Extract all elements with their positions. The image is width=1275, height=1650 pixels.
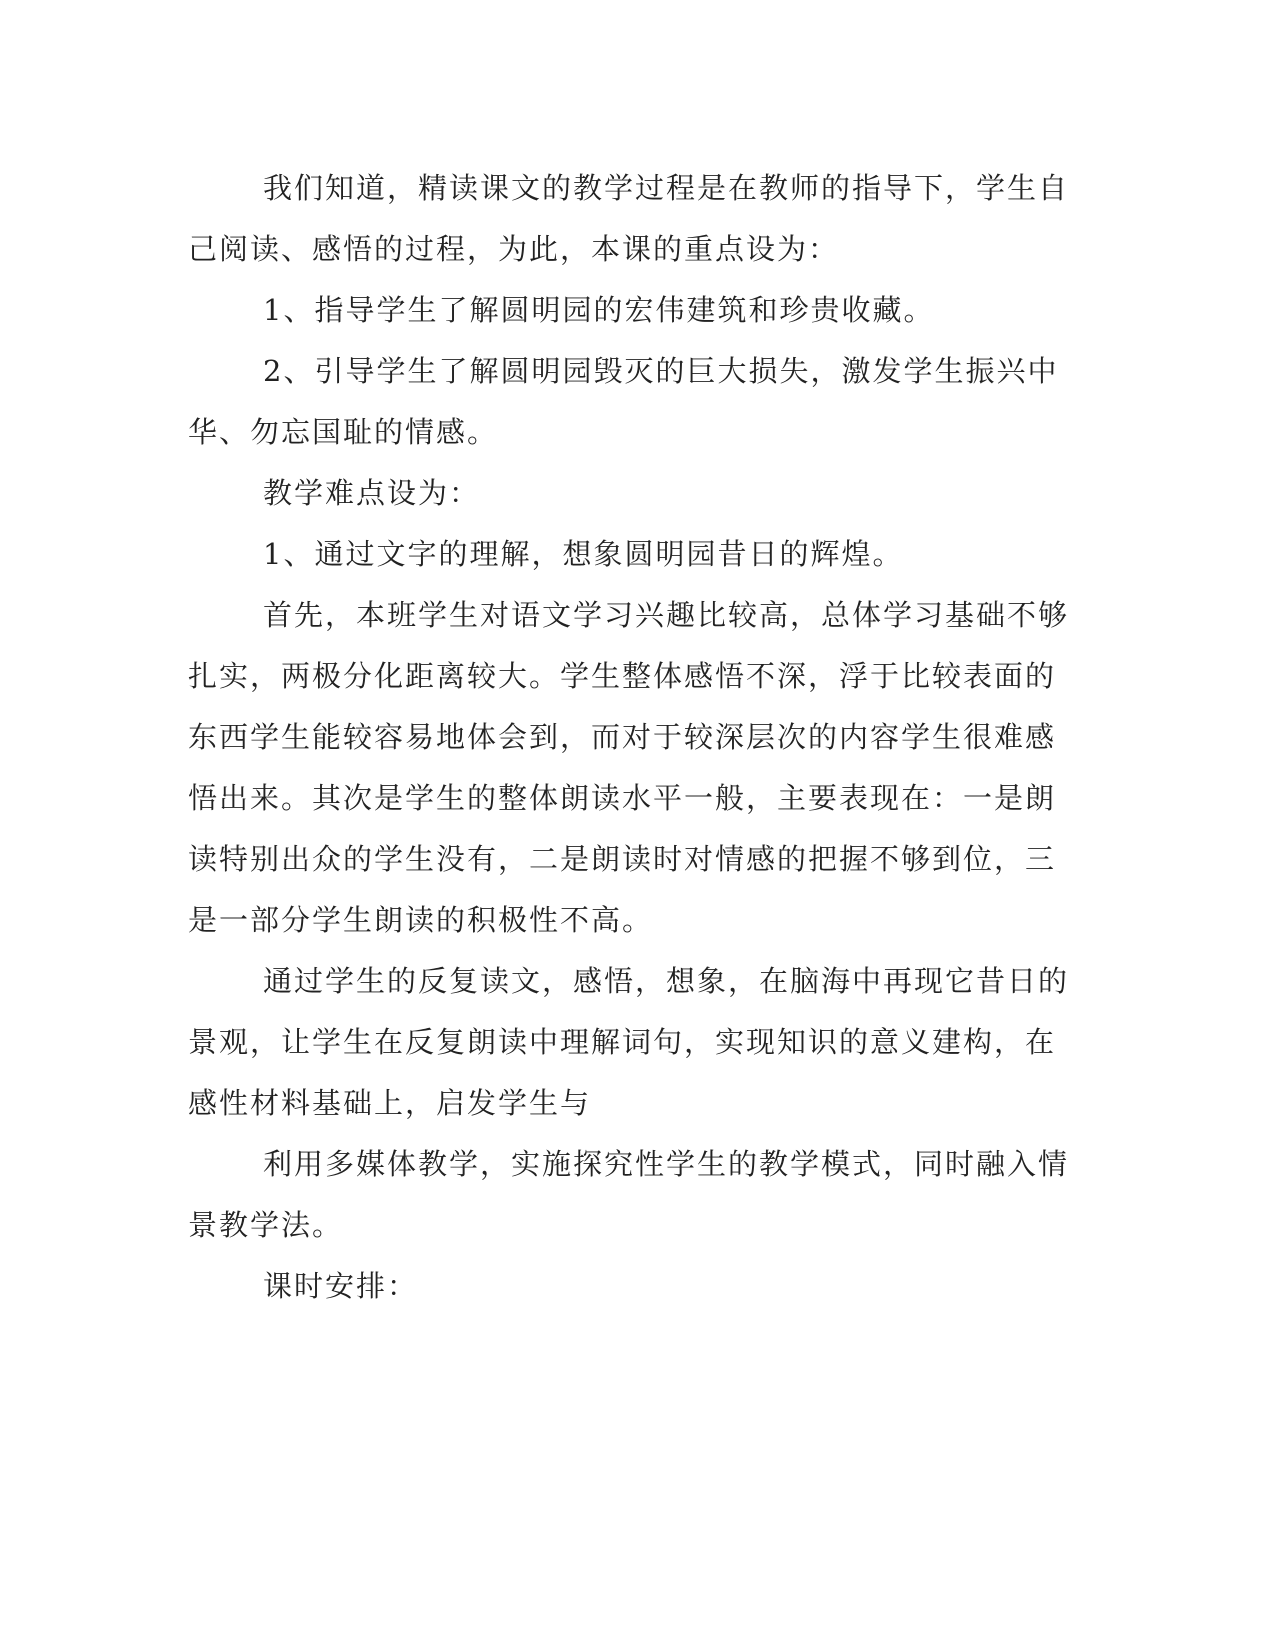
paragraph-student-analysis: 首先，本班学生对语文学习兴趣比较高，总体学习基础不够扎实，两极分化距离较大。学生整体感悟不深，浮于比较表面的东西学生能较容易地体会到，而对于较深层次的内容学生很难感悟出来。其次是学生的整体朗读水平一般，主要表现在：一是朗读特别出众的学生没有，二是朗读时对情感的把握不够到位，三是一部分学生朗读的积极性不高。: [188, 598, 1070, 937]
paragraph-difficulty-heading: 教学难点设为：: [263, 476, 481, 510]
document-body: [188, 158, 1078, 1317]
paragraph-focus-item-1: 1、指导学生了解圆明园的宏伟建筑和珍贵收藏。: [263, 293, 935, 327]
paragraph-focus-item-2: 2、引导学生了解圆明园毁灭的巨大损失，激发学生振兴中华、勿忘国耻的情感。: [188, 354, 1059, 449]
paragraph-focus-intro: 我们知道，精读课文的教学过程是在教师的指导下，学生自己阅读、感悟的过程，为此，本课的重点设为：: [188, 171, 1070, 266]
paragraph-method: 通过学生的反复读文，感悟，想象，在脑海中再现它昔日的景观，让学生在反复朗读中理解词句，实现知识的意义建构，在感性材料基础上，启发学生与: [188, 964, 1070, 1120]
paragraph-multimedia: 利用多媒体教学，实施探究性学生的教学模式，同时融入情景教学法。: [188, 1147, 1070, 1242]
paragraph-schedule-heading: 课时安排：: [263, 1269, 419, 1303]
paragraph-difficulty-item-1: 1、通过文字的理解，想象圆明园昔日的辉煌。: [263, 537, 904, 571]
